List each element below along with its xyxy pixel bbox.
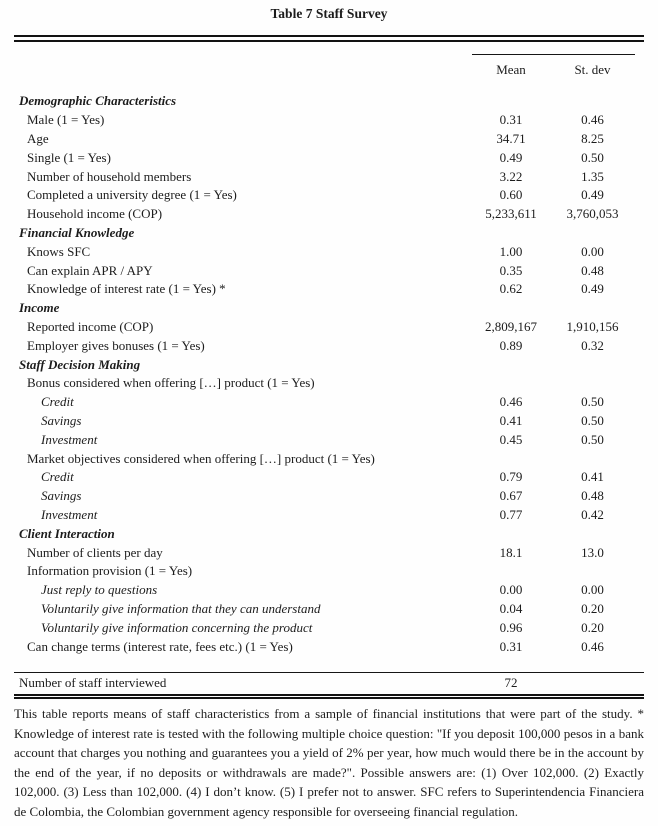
table-row [14, 167, 635, 186]
table-row [14, 130, 635, 149]
stdev-value: 0.00 [581, 243, 604, 259]
table-row [14, 562, 635, 581]
row-label: Savings [41, 488, 82, 504]
table-row [14, 261, 635, 280]
table-body [14, 92, 635, 656]
mean-value: 1.00 [499, 243, 523, 259]
row-label: Completed a university degree (1 = Yes) [27, 187, 237, 203]
mean-value: 0.62 [499, 281, 523, 297]
table-row [14, 299, 635, 318]
table-row [14, 506, 635, 525]
row-label: Demographic Characteristics [19, 93, 177, 109]
stdev-value: 0.49 [581, 281, 604, 297]
top-double-rule [14, 35, 644, 42]
table-row [14, 318, 635, 337]
column-header-mean: Mean [496, 62, 526, 77]
row-label: Information provision (1 = Yes) [27, 563, 193, 579]
table-row [14, 600, 635, 619]
stdev-value: 0.41 [581, 469, 604, 485]
stdev-value: 0.49 [581, 187, 604, 203]
row-label: Knowledge of interest rate (1 = Yes) * [27, 281, 226, 297]
table-row [14, 618, 635, 637]
mean-value: 0.31 [499, 112, 523, 128]
table-row [14, 487, 635, 506]
table-row [14, 224, 635, 243]
mean-value: 0.67 [499, 488, 523, 504]
row-label: Market objectives considered when offering […] product (1 = Yes) [27, 450, 375, 466]
row-label: Male (1 = Yes) [27, 112, 105, 128]
mean-value: 0.49 [499, 149, 523, 165]
row-label: Household income (COP) [27, 206, 163, 222]
stdev-value: 0.50 [581, 412, 604, 428]
row-label: Client Interaction [19, 525, 115, 541]
mean-value: 34.71 [496, 130, 526, 146]
table-row [14, 280, 635, 299]
bottom-double-rule [14, 694, 644, 699]
row-label: Savings [41, 412, 82, 428]
summary-row [14, 673, 635, 694]
row-label: Number of clients per day [27, 544, 163, 560]
stdev-value: 0.50 [581, 431, 604, 447]
row-label: Credit [41, 394, 74, 410]
row-label: Income [19, 300, 60, 316]
mean-value: 0.00 [499, 582, 523, 598]
stat-column-headers [472, 54, 635, 78]
table-row [14, 581, 635, 600]
table-row [14, 637, 635, 656]
row-label: Voluntarily give information that they can understand [41, 600, 321, 616]
row-label: Employer gives bonuses (1 = Yes) [27, 337, 205, 353]
row-label: Bonus considered when offering […] product (1 = Yes) [27, 375, 315, 391]
stdev-value: 0.20 [581, 619, 604, 635]
row-label: Staff Decision Making [19, 356, 141, 372]
table-row [14, 412, 635, 431]
row-label: Voluntarily give information concerning the product [41, 619, 313, 635]
row-label: Number of household members [27, 168, 192, 184]
mean-value: 0.31 [499, 638, 523, 654]
table-row [14, 242, 635, 261]
row-label: Can explain APR / APY [27, 262, 153, 278]
table-row [14, 374, 635, 393]
column-header-row [14, 54, 635, 78]
mean-value: 0.35 [499, 262, 523, 278]
stdev-value: 0.46 [581, 112, 604, 128]
mean-value: 0.79 [499, 469, 523, 485]
summary-label: Number of staff interviewed [19, 674, 167, 690]
stdev-value: 0.46 [581, 638, 604, 654]
mean-value: 0.46 [499, 394, 523, 410]
summary-value: 72 [504, 674, 518, 690]
stdev-value: 0.50 [581, 394, 604, 410]
stdev-value: 1.35 [581, 168, 604, 184]
mean-value: 0.60 [499, 187, 523, 203]
table-row [14, 449, 635, 468]
row-label: Can change terms (interest rate, fees etc.) (1 = Yes) [27, 638, 293, 654]
table-row [14, 111, 635, 130]
mean-value: 0.45 [499, 431, 523, 447]
stdev-value: 0.50 [581, 149, 604, 165]
row-label: Knows SFC [27, 243, 91, 259]
summary-empty-cell [550, 675, 635, 691]
table-row [14, 543, 635, 562]
mean-value: 18.1 [499, 544, 523, 560]
table-row [14, 355, 635, 374]
table-title: Table 7 Staff Survey [270, 6, 388, 21]
mean-value: 0.89 [499, 337, 523, 353]
table-row [14, 336, 635, 355]
column-header-stdev: St. dev [574, 62, 611, 77]
stdev-value: 8.25 [581, 130, 604, 146]
table-row [14, 186, 635, 205]
mean-value: 0.96 [499, 619, 523, 635]
mean-value: 0.04 [499, 600, 523, 616]
row-label: Just reply to questions [41, 582, 158, 598]
row-label: Financial Knowledge [19, 224, 135, 240]
header-label-spacer [14, 54, 472, 78]
table-row [14, 148, 635, 167]
row-label: Investment [41, 431, 98, 447]
stdev-value: 0.32 [581, 337, 604, 353]
table-row [14, 393, 635, 412]
mean-value: 0.41 [499, 412, 523, 428]
stdev-value: 0.42 [581, 506, 604, 522]
stdev-value: 0.00 [581, 582, 604, 598]
table-row [14, 524, 635, 543]
table-row [14, 430, 635, 449]
stdev-value: 13.0 [581, 544, 604, 560]
row-label: Age [27, 130, 49, 146]
row-label: Single (1 = Yes) [27, 149, 111, 165]
mean-value: 0.77 [499, 506, 523, 522]
stdev-value: 1,910,156 [566, 318, 619, 334]
table-row [14, 205, 635, 224]
row-label: Credit [41, 469, 74, 485]
table-row [14, 468, 635, 487]
mean-value: 3.22 [499, 168, 523, 184]
mean-value: 5,233,611 [485, 206, 537, 222]
stdev-value: 3,760,053 [566, 206, 619, 222]
row-label: Investment [41, 506, 98, 522]
table-row [14, 92, 635, 111]
stdev-value: 0.48 [581, 488, 604, 504]
stdev-value: 0.20 [581, 600, 604, 616]
row-label: Reported income (COP) [27, 318, 154, 334]
table-footnote: This table reports means of staff characteristics from a sample of financial institutions that were part of the study. * Knowledge of interest rate is tested with the following multiple choice question: "If you deposit 100,000 pesos in a bank account that charges you nothing and guarantees you a yield of 2% per year, how much would there be in the account by the end of the year, if no deposits or withdrawals are made?". Possible answers are: (1) Over 102,000. (2) Exactly 102,000. (3) Less than 102,000. (4) I don’t know. (5) I prefer not to answer. SFC refers to Superintendencia Financiera de Colombia, the Colombian government agency responsible for overseeing financial regulation. [14, 705, 644, 819]
mean-value: 2,809,167 [485, 318, 537, 334]
stdev-value: 0.48 [581, 262, 604, 278]
